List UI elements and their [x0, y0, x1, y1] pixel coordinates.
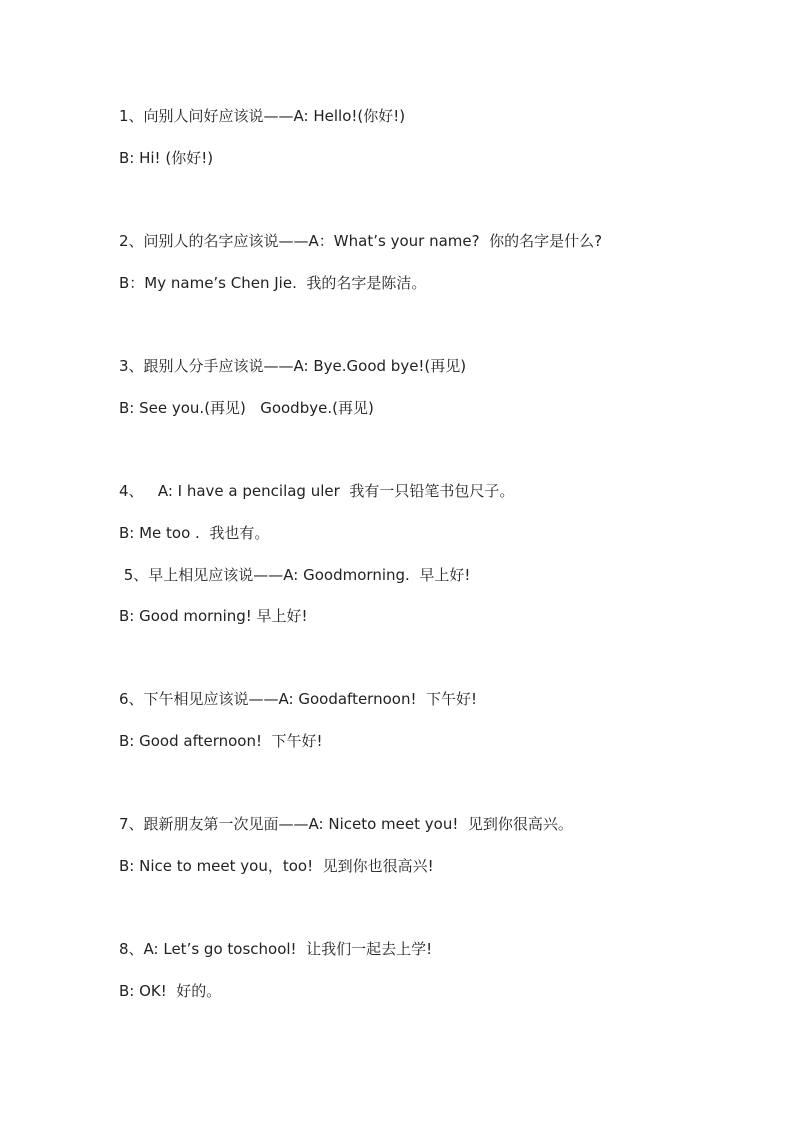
dialogue-6-answer: B: Good afternoon! 下午好! [119, 732, 323, 750]
dialogue-8-answer: B: OK! 好的。 [119, 982, 222, 1000]
dialogue-7-answer: B: Nice to meet you，too! 见到你也很高兴! [119, 857, 434, 875]
dialogue-3-question: 3、跟别人分手应该说——A: Bye.Good bye!(再见) [119, 357, 467, 375]
dialogue-1-answer: B: Hi! (你好!) [119, 149, 214, 167]
dialogue-7-question: 7、跟新朋友第一次见面——A: Niceto meet you! 见到你很高兴。 [119, 815, 573, 833]
dialogue-1-question: 1、向别人问好应该说——A: Hello!(你好!) [119, 107, 406, 125]
dialogue-5-question: 5、早上相见应该说——A: Goodmorning. 早上好! [119, 566, 471, 584]
dialogue-6-question: 6、下午相见应该说——A: Goodafternoon! 下午好! [119, 690, 478, 708]
dialogue-8-question: 8、A: Let’s go toschool! 让我们一起去上学! [119, 940, 433, 958]
dialogue-3-answer: B: See you.(再见) Goodbye.(再见) [119, 399, 374, 417]
dialogue-2-question: 2、问别人的名字应该说——A：What’s your name? 你的名字是什么? [119, 232, 603, 250]
dialogue-4-question: 4、 A: I have a pencilag uler 我有一只铅笔书包尺子。 [119, 482, 515, 500]
dialogue-2-answer: B：My name’s Chen Jie. 我的名字是陈洁。 [119, 274, 427, 292]
dialogue-4-answer: B: Me too . 我也有。 [119, 524, 270, 542]
dialogue-5-answer: B: Good morning! 早上好! [119, 607, 308, 625]
